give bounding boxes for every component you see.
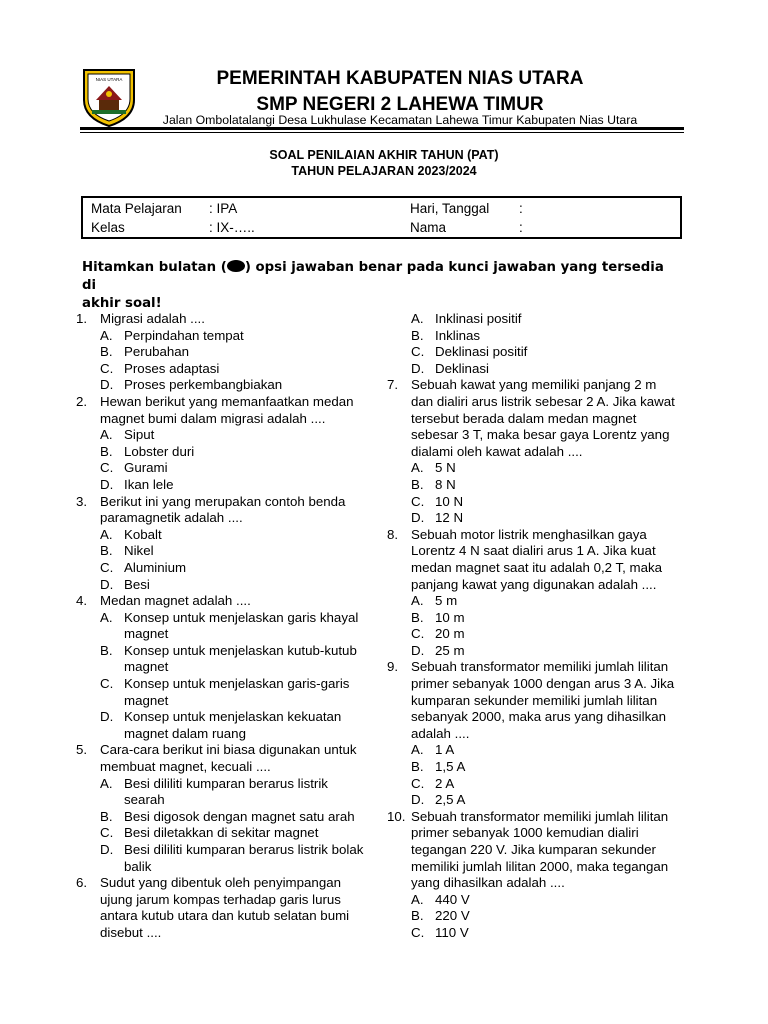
q2-option-b: B. Lobster duri bbox=[100, 443, 195, 459]
question-9-cont-1: primer sebanyak 1000 dengan arus 3 A. Jika bbox=[411, 676, 675, 692]
name-label: Nama bbox=[410, 220, 447, 235]
q5-option-b: B. Besi digosok dengan magnet satu arah bbox=[100, 808, 355, 824]
question-6-cont-3: disebut .... bbox=[100, 924, 162, 940]
student-info-box bbox=[81, 196, 682, 239]
q7-option-c: C. 10 N bbox=[411, 493, 464, 509]
q6-option-b: B. Inklinas bbox=[411, 327, 481, 343]
question-5-cont: membuat magnet, kecuali .... bbox=[100, 759, 271, 775]
q3-option-d: D. Besi bbox=[100, 576, 150, 592]
question-10-cont-1: primer sebanyak 1000 kemudian dialiri bbox=[411, 825, 639, 841]
question-5: 5. Cara-cara berikut ini biasa digunakan untuk bbox=[76, 742, 357, 758]
name-value: : bbox=[519, 220, 523, 235]
logo-text: NIAS UTARA bbox=[95, 77, 123, 82]
q2-option-a: A. Siput bbox=[100, 427, 155, 443]
q10-option-a: A. 440 V bbox=[411, 891, 470, 907]
q5-option-c: C. Besi diletakkan di sekitar magnet bbox=[100, 825, 319, 841]
filled-circle-icon bbox=[227, 260, 245, 272]
q8-option-a: A. 5 m bbox=[411, 593, 458, 609]
q8-option-c: C. 20 m bbox=[411, 626, 465, 642]
question-10: 10. Sebuah transformator memiliki jumlah lilitan bbox=[387, 808, 669, 824]
q3-option-b: B. Nikel bbox=[100, 543, 154, 559]
q1-option-b: B. Perubahan bbox=[100, 344, 190, 360]
school-address: Jalan Ombolatalangi Desa Lukhulase Kecamatan Lahewa Timur Kabupaten Nias Utara bbox=[162, 113, 638, 127]
question-3: 3. Berikut ini yang merupakan contoh benda bbox=[76, 493, 346, 509]
question-3-cont: paramagnetik adalah .... bbox=[100, 510, 243, 526]
q4-option-d-cont: magnet dalam ruang bbox=[124, 725, 246, 741]
question-6: 6. Sudut yang dibentuk oleh penyimpangan bbox=[76, 875, 342, 891]
q7-option-b: B. 8 N bbox=[411, 476, 456, 492]
class-label: Kelas bbox=[91, 220, 125, 235]
q3-option-c: C. Aluminium bbox=[100, 559, 187, 575]
q4-option-a: A. Konsep untuk menjelaskan garis khayal bbox=[100, 609, 359, 625]
q8-option-b: B. 10 m bbox=[411, 609, 465, 625]
q4-option-a-cont: magnet bbox=[124, 626, 169, 642]
question-7-cont-2: tersebut berada dalam medan magnet bbox=[411, 410, 637, 426]
q5-option-a: A. Besi dililiti kumparan berarus listrik bbox=[100, 775, 328, 791]
question-2: 2. Hewan berikut yang memanfaatkan medan bbox=[76, 393, 354, 409]
instruction bbox=[82, 259, 682, 313]
question-10-cont-4: yang dihasilkan adalah .... bbox=[411, 875, 565, 891]
q4-option-b-cont: magnet bbox=[124, 659, 169, 675]
question-6-cont-1: ujung jarum kompas terhadap garis lurus bbox=[100, 891, 341, 907]
question-8-cont-1: Lorentz 4 N saat dialiri arus 1 A. Jika kuat bbox=[411, 543, 656, 559]
question-1: 1. Migrasi adalah .... bbox=[76, 311, 205, 326]
q6-option-a: A. Inklinasi positif bbox=[411, 311, 522, 326]
q5-option-d: D. Besi dililiti kumparan berarus listrik bolak bbox=[100, 842, 364, 857]
q4-option-c: C. Konsep untuk menjelaskan garis-garis bbox=[100, 676, 350, 692]
question-4: 4. Medan magnet adalah .... bbox=[76, 593, 251, 609]
q4-option-b: B. Konsep untuk menjelaskan kutub-kutub bbox=[100, 642, 357, 658]
question-8-cont-2: medan magnet saat itu adalah 0,2 T, maka bbox=[411, 559, 663, 575]
q4-option-c-cont: magnet bbox=[124, 692, 169, 708]
q5-option-a-cont: searah bbox=[124, 792, 165, 808]
instruction-text-start: Hitamkan bulatan ( bbox=[82, 260, 227, 275]
q9-option-b: B. 1,5 A bbox=[411, 759, 466, 775]
question-9-cont-4: adalah .... bbox=[411, 725, 470, 741]
question-8-cont-3: panjang kawat yang digunakan adalah .... bbox=[411, 576, 657, 592]
q7-option-d: D. 12 N bbox=[411, 510, 464, 526]
date-value: : bbox=[519, 201, 523, 216]
question-8: 8. Sebuah motor listrik menghasilkan gaya bbox=[387, 526, 647, 542]
question-9: 9. Sebuah transformator memiliki jumlah lilitan bbox=[387, 659, 669, 675]
q7-option-a: A. 5 N bbox=[411, 460, 456, 476]
q2-option-c: C. Gurami bbox=[100, 460, 168, 476]
academic-year: TAHUN PELAJARAN 2023/2024 bbox=[291, 164, 477, 178]
q10-option-b: B. 220 V bbox=[411, 908, 470, 924]
questions-left-column bbox=[76, 311, 386, 942]
header-divider-thick bbox=[80, 127, 684, 130]
q9-option-a: A. 1 A bbox=[411, 742, 455, 758]
date-label: Hari, Tanggal bbox=[410, 201, 490, 216]
header-divider-thin bbox=[80, 132, 684, 133]
q8-option-d: D. 25 m bbox=[411, 642, 465, 658]
q9-option-c: C. 2 A bbox=[411, 775, 455, 791]
question-10-cont-2: tegangan 220 V. Jika kumparan sekunder bbox=[411, 842, 656, 857]
exam-title: SOAL PENILAIAN AKHIR TAHUN (PAT) bbox=[269, 148, 499, 162]
q6-option-c: C. Deklinasi positif bbox=[411, 344, 528, 360]
q1-option-a: A. Perpindahan tempat bbox=[100, 327, 244, 343]
q1-option-c: C. Proses adaptasi bbox=[100, 360, 220, 376]
question-2-cont: magnet bumi dalam migrasi adalah .... bbox=[100, 410, 326, 426]
question-7-cont-4: dialami oleh kawat adalah .... bbox=[411, 443, 583, 459]
question-10-cont-3: memiliki jumlah lilitan 2000, maka tegangan bbox=[411, 858, 669, 874]
question-9-cont-3: sebanyak 2000, maka arus yang dihasilkan bbox=[411, 709, 667, 725]
question-9-cont-2: kumparan sekunder memiliki jumlah lilitan bbox=[411, 692, 658, 708]
instruction-text-line2: akhir soal! bbox=[82, 296, 162, 311]
questions-right-column bbox=[387, 311, 707, 942]
q1-option-d: D. Proses perkembangbiakan bbox=[100, 377, 283, 393]
q3-option-a: A. Kobalt bbox=[100, 526, 162, 542]
q2-option-d: D. Ikan lele bbox=[100, 476, 174, 492]
question-7-cont-1: dan dialiri arus listrik sebesar 2 A. Jika kawat bbox=[411, 393, 675, 409]
question-7-cont-3: sebesar 3 T, maka besar gaya Lorentz yang bbox=[411, 427, 670, 443]
q6-option-d: D. Deklinasi bbox=[411, 360, 489, 376]
class-value: : IX-….. bbox=[209, 220, 255, 235]
instruction-text-end: ) opsi jawaban benar pada kunci jawaban yang tersedia di bbox=[82, 260, 664, 293]
q4-option-d: D. Konsep untuk menjelaskan kekuatan bbox=[100, 709, 342, 725]
subject-value: : IPA bbox=[209, 201, 238, 216]
school-name: SMP NEGERI 2 LAHEWA TIMUR bbox=[256, 94, 544, 115]
question-6-cont-2: antara kutub utara dan kutub selatan bumi bbox=[100, 908, 350, 924]
question-7: 7. Sebuah kawat yang memiliki panjang 2 m bbox=[387, 377, 657, 393]
q5-option-d-cont: balik bbox=[124, 858, 152, 874]
q10-option-c: C. 110 V bbox=[411, 924, 469, 940]
subject-label: Mata Pelajaran bbox=[91, 201, 182, 216]
q9-option-d: D. 2,5 A bbox=[411, 792, 466, 808]
regency-logo bbox=[80, 66, 138, 128]
government-title: PEMERINTAH KABUPATEN NIAS UTARA bbox=[216, 68, 584, 89]
